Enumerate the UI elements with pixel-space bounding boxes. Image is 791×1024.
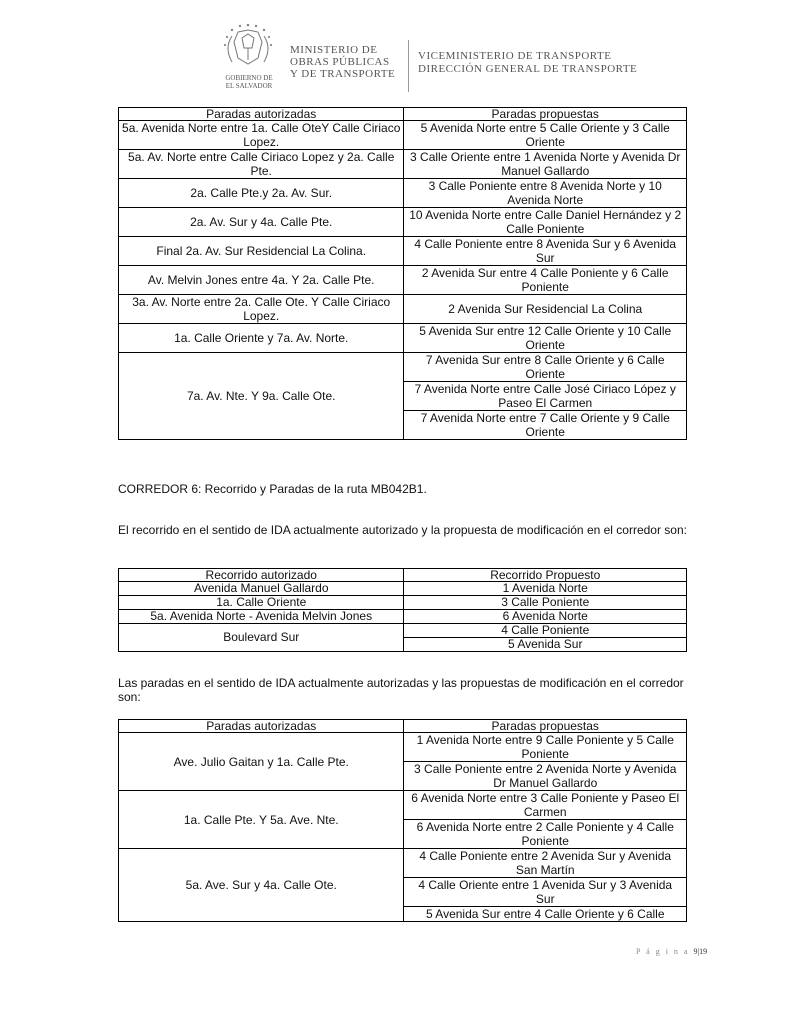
proposed-route-cell: 3 Calle Poniente <box>404 596 687 610</box>
proposed-stop-cell: 3 Calle Poniente entre 8 Avenida Norte y 10 Avenida Norte <box>404 179 687 208</box>
authorized-stop-cell: 5a. Avenida Norte entre 1a. Calle OteY Calle Ciriaco Lopez. <box>119 121 404 150</box>
proposed-stop-cell: 4 Calle Poniente entre 2 Avenida Sur y Avenida San Martín <box>404 849 687 878</box>
proposed-stop-cell: 7 Avenida Norte entre 7 Calle Oriente y 9 Calle Oriente <box>404 411 687 440</box>
corridor-title: CORREDOR 6: Recorrido y Paradas de la ruta MB042B1. <box>118 482 427 496</box>
authorized-route-cell: 1a. Calle Oriente <box>119 596 404 610</box>
proposed-route-cell: 1 Avenida Norte <box>404 582 687 596</box>
authorized-route-cell: Avenida Manuel Gallardo <box>119 582 404 596</box>
table-header-row <box>119 569 687 582</box>
header-divider <box>408 40 409 92</box>
proposed-route-cell: 4 Calle Poniente <box>404 624 687 638</box>
table-header-row <box>119 720 687 733</box>
proposed-stop-cell: 2 Avenida Sur Residencial La Colina <box>404 295 687 324</box>
proposed-stop-cell: 5 Avenida Norte entre 5 Calle Oriente y 3 Calle Oriente <box>404 121 687 150</box>
page-header <box>212 22 652 92</box>
proposed-stop-cell: 10 Avenida Norte entre Calle Daniel Hernández y 2 Calle Poniente <box>404 208 687 237</box>
authorized-stop-cell: 2a. Calle Pte.y 2a. Av. Sur. <box>119 179 404 208</box>
authorized-stop-cell: 2a. Av. Sur y 4a. Calle Pte. <box>119 208 404 237</box>
proposed-stop-cell: 1 Avenida Norte entre 9 Calle Poniente y 5 Calle Poniente <box>404 733 687 762</box>
table-row <box>119 150 687 179</box>
proposed-stop-cell: 6 Avenida Norte entre 3 Calle Poniente y Paseo El Carmen <box>404 791 687 820</box>
authorized-stop-cell: 3a. Av. Norte entre 2a. Calle Ote. Y Calle Ciriaco Lopez. <box>119 295 404 324</box>
route-table <box>118 568 687 652</box>
authorized-stop-cell: 7a. Av. Nte. Y 9a. Calle Ote. <box>119 353 404 440</box>
table-row <box>119 324 687 353</box>
table-row <box>119 208 687 237</box>
intro-recorrido: El recorrido en el sentido de IDA actualmente autorizado y la propuesta de modificación en el corredor son: <box>118 523 687 537</box>
table-row <box>119 624 687 638</box>
proposed-route-cell: 5 Avenida Sur <box>404 638 687 652</box>
authorized-route-cell: 5a. Avenida Norte - Avenida Melvin Jones <box>119 610 404 624</box>
proposed-route-cell: 6 Avenida Norte <box>404 610 687 624</box>
table-row <box>119 266 687 295</box>
proposed-stop-cell: 6 Avenida Norte entre 2 Calle Poniente y 4 Calle Poniente <box>404 820 687 849</box>
table-row <box>119 121 687 150</box>
vice-ministry-name: VICEMINISTERIO DE TRANSPORTE DIRECCIÓN GENERAL DE TRANSPORTE <box>418 50 638 75</box>
page-number <box>636 947 707 956</box>
table-row <box>119 849 687 878</box>
page-label: P á g i n a <box>636 947 690 956</box>
proposed-stop-cell: 3 Calle Oriente entre 1 Avenida Norte y Avenida Dr Manuel Gallardo <box>404 150 687 179</box>
table-row <box>119 610 687 624</box>
table-row <box>119 582 687 596</box>
proposed-stop-cell: 4 Calle Oriente entre 1 Avenida Sur y 3 Avenida Sur <box>404 878 687 907</box>
current-page: 9 <box>693 947 698 956</box>
table-row <box>119 179 687 208</box>
table-row <box>119 295 687 324</box>
proposed-stop-cell: 3 Calle Poniente entre 2 Avenida Norte y Avenida Dr Manuel Gallardo <box>404 762 687 791</box>
stops-table-1 <box>118 107 687 440</box>
authorized-stop-cell: Ave. Julio Gaitan y 1a. Calle Pte. <box>119 733 404 791</box>
proposed-stop-cell: 5 Avenida Sur entre 4 Calle Oriente y 6 Calle <box>404 907 687 922</box>
column-header: Paradas autorizadas <box>119 108 404 121</box>
ministry-name: MINISTERIO DE OBRAS PÚBLICAS Y DE TRANSPORTE <box>290 44 396 80</box>
table-row <box>119 237 687 266</box>
seal-caption: GOBIERNO DE EL SALVADOR <box>225 74 273 90</box>
authorized-route-cell: Boulevard Sur <box>119 624 404 652</box>
proposed-stop-cell: 7 Avenida Norte entre Calle José Ciriaco López y Paseo El Carmen <box>404 382 687 411</box>
proposed-stop-cell: 4 Calle Poniente entre 8 Avenida Sur y 6 Avenida Sur <box>404 237 687 266</box>
page-separator: | <box>697 947 700 956</box>
column-header: Recorrido autorizado <box>119 569 404 582</box>
proposed-stop-cell: 2 Avenida Sur entre 4 Calle Poniente y 6 Calle Poniente <box>404 266 687 295</box>
authorized-stop-cell: 1a. Calle Oriente y 7a. Av. Norte. <box>119 324 404 353</box>
column-header: Paradas autorizadas <box>119 720 404 733</box>
intro-paradas: Las paradas en el sentido de IDA actualmente autorizadas y las propuestas de modificación en el corredor son: <box>118 676 684 704</box>
authorized-stop-cell: Final 2a. Av. Sur Residencial La Colina. <box>119 237 404 266</box>
total-pages: 19 <box>699 947 708 956</box>
table-row <box>119 733 687 762</box>
table-row <box>119 791 687 820</box>
proposed-stop-cell: 5 Avenida Sur entre 12 Calle Oriente y 10 Calle Oriente <box>404 324 687 353</box>
authorized-stop-cell: 5a. Ave. Sur y 4a. Calle Ote. <box>119 849 404 922</box>
authorized-stop-cell: Av. Melvin Jones entre 4a. Y 2a. Calle Pte. <box>119 266 404 295</box>
authorized-stop-cell: 5a. Av. Norte entre Calle Ciriaco Lopez y 2a. Calle Pte. <box>119 150 404 179</box>
column-header: Paradas propuestas <box>404 108 687 121</box>
authorized-stop-cell: 1a. Calle Pte. Y 5a. Ave. Nte. <box>119 791 404 849</box>
proposed-stop-cell: 7 Avenida Sur entre 8 Calle Oriente y 6 Calle Oriente <box>404 353 687 382</box>
table-header-row <box>119 108 687 121</box>
column-header: Recorrido Propuesto <box>404 569 687 582</box>
table-row <box>119 353 687 382</box>
table-row <box>119 596 687 610</box>
stops-table-2 <box>118 719 687 922</box>
column-header: Paradas propuestas <box>404 720 687 733</box>
